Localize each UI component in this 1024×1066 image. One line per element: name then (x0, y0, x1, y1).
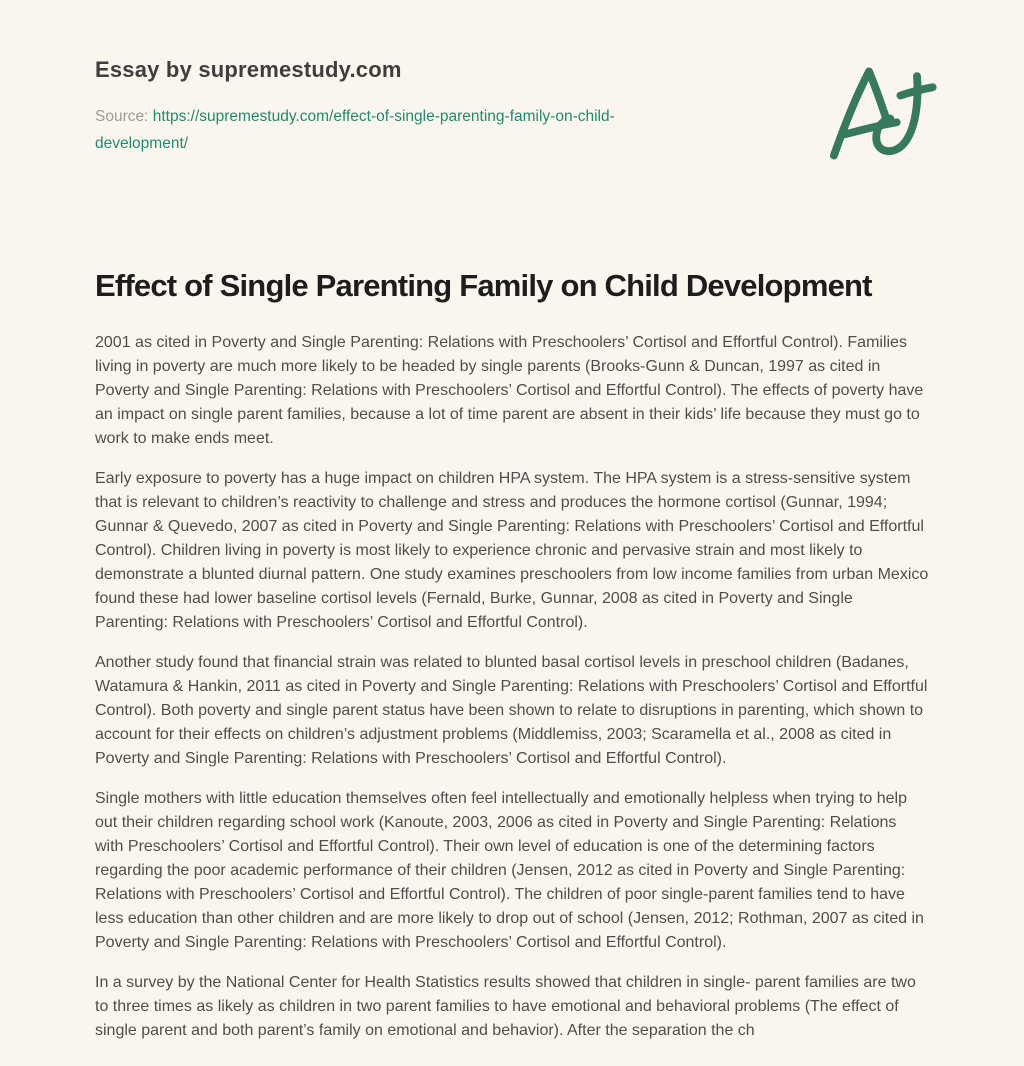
brand-title: Essay by supremestudy.com (95, 57, 402, 82)
logo-plus-cross-stroke (900, 87, 932, 95)
header-text-block (95, 56, 685, 157)
essay-paragraph-2: Early exposure to poverty has a huge impact on children HPA system. The HPA system is a stress-sensitive system that is relevant to children’s reactivity to challenge and stress and produces the hormone cortisol (Gunnar, 1994; Gunnar & Quevedo, 2007 as cited in Poverty and Single Parenting: Relations with Preschoolers’ Cortisol and Effortful Control). Children living in poverty is most likely to experience chronic and pervasive strain and most likely to demonstrate a blunted diurnal pattern. One study examines preschoolers from low income families from urban Mexico found these had lower baseline cortisol levels (Fernald, Burke, Gunnar, 2008 as cited in Poverty and Single Parenting: Relations with Preschoolers’ Cortisol and Effortful Control). (95, 470, 929, 631)
logo-a-left-stroke (834, 72, 869, 156)
essay-paragraph-1: 2001 as cited in Poverty and Single Parenting: Relations with Preschoolers’ Cortisol and Effortful Control). Families living in poverty are much more likely to be headed by single parents (Brooks-Gunn & Duncan, 1997 as cited in Poverty and Single Parenting: Relations with Preschoolers’ Cortisol and Effortful Control). The effects of poverty have an impact on single parent families, because a lot of time parent are absent in their kids’ life because they must go to work to make ends meet. (95, 334, 924, 447)
source-url-link[interactable]: https://supremestudy.com/effect-of-single-parenting-family-on-child-development/ (95, 108, 615, 152)
source-line (95, 103, 685, 157)
page-header (95, 56, 929, 175)
essay-paragraph-4: Single mothers with little education themselves often feel intellectually and emotionally helpless when trying to help out their children regarding school work (Kanoute, 2003, 2006 as cited in Poverty and Single Parenting: Relations with Preschoolers’ Cortisol and Effortful Control). Their own level of education is one of the determining factors regarding the poor academic performance of their children (Jensen, 2012 as cited in Poverty and Single Parenting: Relations with Preschoolers’ Cortisol and Effortful Control). The children of poor single-parent families tend to have less education than other children and are more likely to drop out of school (Jensen, 2012; Rothman, 2007 as cited in Poverty and Single Parenting: Relations with Preschoolers’ Cortisol and Effortful Control). (95, 790, 924, 951)
logo-a-right-stroke (869, 72, 887, 123)
source-label: Source: (95, 108, 149, 125)
essay-body (95, 331, 929, 1043)
essay-paragraph-5: In a survey by the National Center for Health Statistics results showed that children in single- parent families are two to three times as likely as children in two parent families to have emotional and behavioral problems (The effect of single parent and both parent’s family on emotional and behavior). After the separation the ch (95, 974, 916, 1039)
essay-paragraph-3: Another study found that financial strain was related to blunted basal cortisol levels in preschool children (Badanes, Watamura & Hankin, 2011 as cited in Poverty and Single Parenting: Relations with Preschoolers’ Cortisol and Effortful Control). Both poverty and single parent status have been shown to relate to disruptions in parenting, which shown to account for their effects on children’s adjustment problems (Middlemiss, 2003; Scaramella et al., 2008 as cited in Poverty and Single Parenting: Relations with Preschoolers’ Cortisol and Effortful Control). (95, 654, 928, 767)
a-plus-logo-icon (821, 58, 941, 175)
logo-a-crossbar-stroke (845, 122, 897, 134)
essay-title: Effect of Single Parenting Family on Child Development (95, 268, 872, 303)
